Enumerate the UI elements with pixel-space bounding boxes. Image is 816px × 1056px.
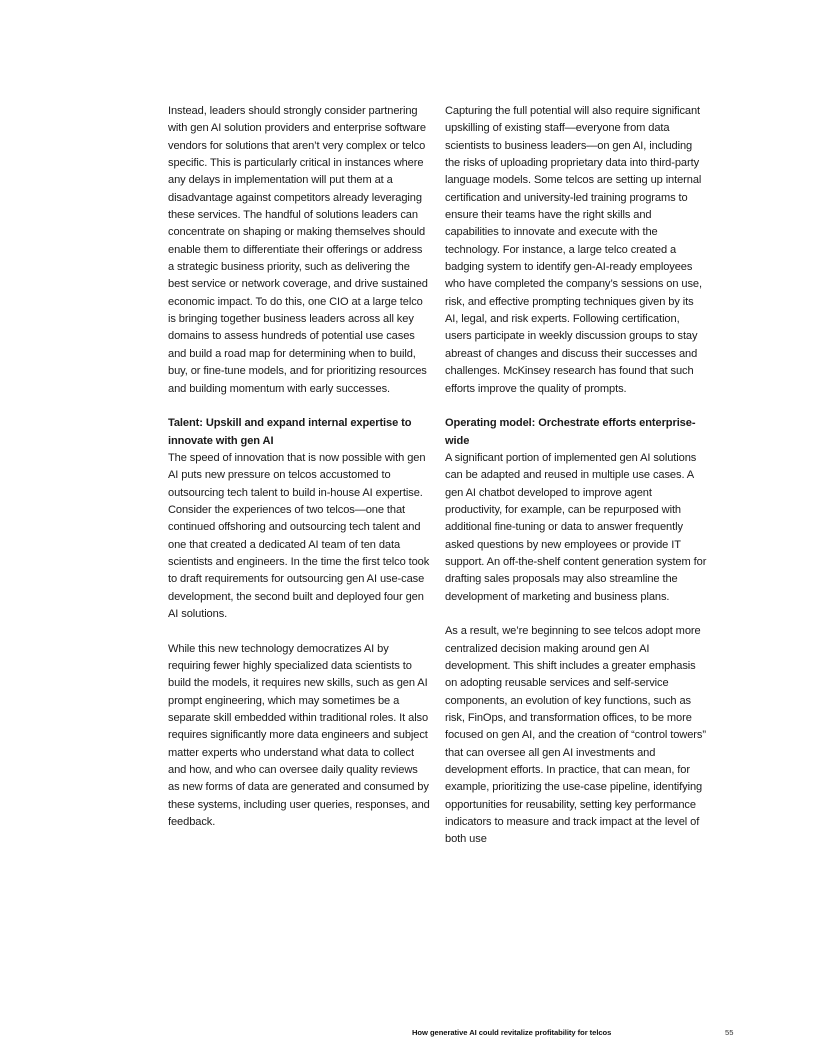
right-column (445, 103, 707, 849)
operating-model-heading: Operating model: Orchestrate efforts enterprise-wide (445, 417, 696, 447)
right-paragraph-1: Capturing the full potential will also require significant upskilling of existing staff—everyone from data scientists to business leaders—on gen AI, including the risks of uploading proprietary data into third-party language models. Some telcos are setting up internal certification and university-led training programs to ensure their teams have the right skills and capabilities to innovate and execute with the technology. For instance, a large telco created a badging system to identify gen-AI-ready employees who have completed the company’s sessions on use, risk, and effective prompting techniques given by its AI, legal, and risk experts. Following certification, users participate in weekly discussion groups to stay abreast of changes and discuss their successes and challenges. McKinsey research has found that such efforts improve the quality of prompts. (445, 105, 702, 395)
page-number: 55 (725, 1028, 734, 1037)
left-paragraph-1: Instead, leaders should strongly consider partnering with gen AI solution providers and enterprise software vendors for solutions that aren’t very complex or telco specific. This is particularly critical in instances where any delays in implementation will put them at a disadvantage against competitors already leveraging these services. The handful of solutions leaders can concentrate on shaping or making themselves should enable them to differentiate their offerings or address a strategic business priority, such as delivering the best service or network coverage, and drive sustained economic impact. To do this, one CIO at a large telco is bringing together business leaders across all key domains to assess hundreds of potential use cases and build a road map for determining when to build, buy, or fine-tune models, and for prioritizing resources and building momentum with early successes. (168, 105, 428, 395)
talent-heading: Talent: Upskill and expand internal expertise to innovate with gen AI (168, 417, 412, 447)
footer-title: How generative AI could revitalize profitability for telcos (412, 1028, 612, 1037)
left-paragraph-2: The speed of innovation that is now possible with gen AI puts new pressure on telcos accustomed to outsourcing tech talent to build in-house AI expertise. Consider the experiences of two telcos—one that continued offshoring and outsourcing tech talent and one that created a dedicated AI team of ten data scientists and engineers. In the time the first telco took to draft requirements for outsourcing gen AI use-case development, the second built and deployed four gen AI solutions. (168, 451, 430, 620)
right-paragraph-3: As a result, we’re beginning to see telcos adopt more centralized decision making around gen AI development. This shift includes a greater emphasis on adopting reusable services and self-service components, an evolution of key functions, such as risk, FinOps, and transformation offices, to be more focused on gen AI, and the creation of “control towers” that can oversee all gen AI investments and development efforts. In practice, that can mean, for example, prioritizing the use-case pipeline, identifying opportunities for reusability, setting key performance indicators to measure and track impact at the level of both use (445, 625, 706, 846)
left-paragraph-3: While this new technology democratizes AI by requiring fewer highly specialized data scientists to build the models, it requires new skills, such as gen AI prompt engineering, which may sometimes be a separate skill embedded within traditional roles. It also requires significantly more data engineers and subject matter experts who understand what data to collect and how, and who can oversee daily quality reviews as new forms of data are generated and consumed by these systems, including user queries, responses, and feedback. (168, 642, 430, 829)
right-paragraph-2: A significant portion of implemented gen AI solutions can be adapted and reused in multiple use cases. A gen AI chatbot developed to improve agent productivity, for example, can be repurposed with additional fine-tuning or data to answer frequently asked questions by new employees or provide IT support. An off-the-shelf content generation system for drafting sales proposals may also streamline the development of marketing and business plans. (445, 451, 707, 603)
left-column (168, 103, 430, 831)
